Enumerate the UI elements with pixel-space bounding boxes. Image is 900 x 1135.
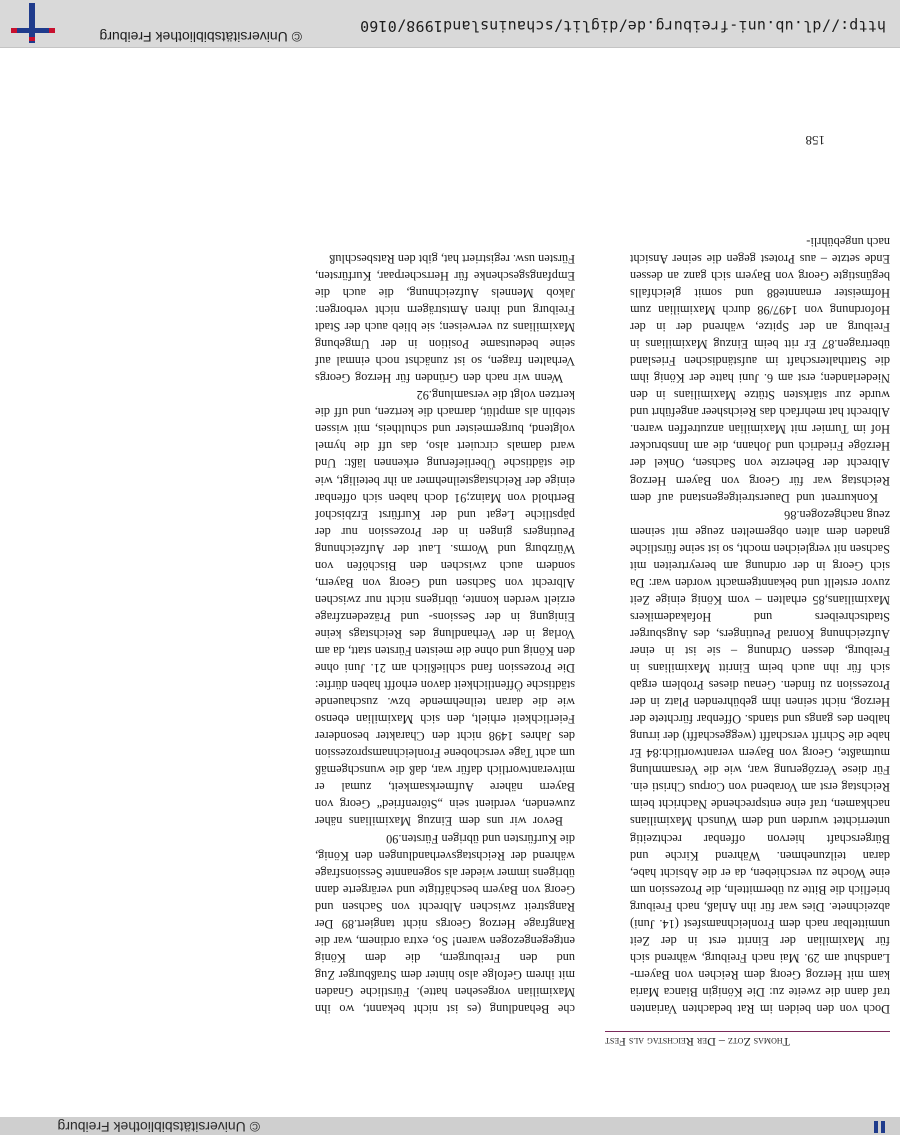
paragraph: Wenn wir nach den Gründen für Herzog Georgs Verhalten fragen, so ist zunächst noch einmal auf seine bedeutsame Position in der Umgebung Maximilians zu verweisen; sie blieb auch der Stadt Freiburg und ihren Amtsträgern nicht verborgen: Jakob Mennels Aufzeichnung, die auch die Empfangsgeschenke für Herrscherpaar, Kurfürsten, Fürsten usw. registriert hat, gibt den Ratsbeschluß: [315, 251, 575, 386]
library-banner: [0, 0, 900, 48]
copyright-text: © Universitätsbibliothek Freiburg: [99, 29, 302, 45]
top-copyright-text: © Universitätsbibliothek Freiburg: [57, 1119, 260, 1135]
top-banner-strip: [0, 1117, 900, 1135]
paragraph: Bevor wir uns dem Einzug Maximilians näher zuwenden, verdient sein „Störenfried“ Georg von Bayern nähere Aufmerksamkeit, zumal er mitverantwortlich dafür war, daß die wunschgemäß um acht Tage verschobene Fronleichnamsprozession des Jahres 1498 nicht den Charakter besonderer Feierlichkeit erhielt, den sich Maximilian ebenso wie die daran teilnehmende bzw. zuschauende städtische Öffentlichkeit davon erhofft haben dürfte: Die Prozession fand schließlich am 21. Juni ohne den König und ohne die meisten Fürsten statt, da am Vorlag in der Verhandlung des Reichstags keine Einigung in der Sessions- und Präzedenzfrage erzielt werden konnte, übrigens nicht nur zwischen Albrecht von Sachsen und Georg von Bayern, sondern auch zwischen den Bischöfen von Würzburg und Worms. Laut der Aufzeichnung Peutingers gingen in der Prozession nur der päpstliche Legat und der Kurfürst Erzbischof Berthold von Mainz;91 doch haben sich offenbar einige der Reichstagsteilnehmer an ihr beteiligt, wie die städtische Überlieferung erkennen läßt: Und ward damals circuiert also, das uff die hymel volgtend, burgermeister und schultheis, mit wissen stebiln als amptlüt, darnach die kertzen, und uff die kertzen volgt die versamlung.92: [315, 388, 575, 829]
digitization-url[interactable]: http://dl.ub.uni-freiburg.de/diglit/schauinsland1998/0160: [359, 17, 886, 35]
page-number: 158: [805, 133, 825, 148]
running-head: Thomas Zotz – Der Reichstag als Fest: [605, 1031, 890, 1049]
paragraph: Konkurrent und Dauerstreitgegenstand auf dem Reichstag war für Georg von Bayern Herzog Albrecht der Beherzte von Sachsen, Onkel der Herzöge Friedrich und Johann, die am Innsbrucker Hof im Turnier mit Maximilian anzutreffen waren. Albrecht hat mehrfach das Reichsheer angeführt und wurde zur stärksten Stütze Maximilians in den Niederlanden; erst am 6. Juni hatte der König ihm die Statthalterschaft im aufständischen Friesland übertragen.87 Er ritt beim Einzug Maximilians in Freiburg an der Spitze, während der in der Hofordnung von 1497/98 durch Maximilian zum Hofmeister ernannte88 und somit gleichfalls begünstigte Georg von Bayern sich ganz an dessen Ende setzte – aus Protest gegen die seiner Ansicht nach ungebührli-: [630, 234, 890, 505]
library-logo-icon: [866, 1121, 888, 1135]
paragraph: Doch von den beiden im Rat bedachten Varianten traf dann die zweite zu: Die Königin Bianca Maria kam mit Herzog Georg dem Reichen von Bayern-Landshut am 29. Mai nach Freiburg, während sich für Maximilian der Einritt erst in der Zeit unmittelbar nach dem Fronleichnamsfest (14. Juni) abzeichnete. Dies war für ihn Anlaß, nach Freiburg brieflich die Bitte zu übermitteln, die Prozession um eine Woche zu verschieben, da er die Absicht habe, daran teilzunehmen. Während Kirche und Bürgerschaft hiervon offenbar rechtzeitig unterrichtet wurden und dem Wunsch Maximilians nachkamen, traf eine entsprechende Nachricht beim Reichstag erst am Vorabend von Corpus Christi ein. Für diese Verzögerung war, wie die Versammlung mutmaßte, Georg von Bayern verantwortlich:84 Er habe die Schrift verschafft (weggeschafft) der irrung halben des gangs und stands. Offenbar fürchtete der Herzog, nicht seinen ihm gebührenden Platz in der Prozession zu finden. Genau dieses Problem ergab sich für ihn auch beim Einritt Maximilians in Freiburg, dessen Ordnung – sie ist in einer Aufzeichnung Konrad Peutingers, des Augsburger Stadtschreibers und Hofakademikers Maximilians,85 erhalten – vom König einige Zeit zuvor erstellt und bekanntgemacht worden war: Da sich Georg in der ordnung am bereyrtreiten mit Sachsen nit vergleichen mocht, so ist seine fürstliche gnaden dem alten obgemelten zeuge mit seinem zeug nachgezogen.86: [630, 507, 890, 1016]
left-text-column: [630, 233, 890, 1017]
right-text-column: [315, 250, 575, 1017]
university-library-logo-icon: [11, 3, 55, 43]
paragraph: che Behandlung (es ist nicht bekannt, wo ihn Maximilian vorgesehen hatte). Fürstliche Gnaden mit ihrem Gefolge also hinter dem Straßburger Zug und den Freiburgern, die dem König entgegengezogen waren! So, extra ordinem, war die Rangfrage Herzog Georgs nicht tangiert.89 Der Rangstreit zwischen Albrecht von Sachsen und Georg von Bayern beschäftigte und verärgerte dann übrigens immer wieder als sogenannte Sessionsfrage während der Reichstagsverhandlungen den König, die Kurfürsten und übrigen Fürsten.90: [315, 831, 575, 1016]
